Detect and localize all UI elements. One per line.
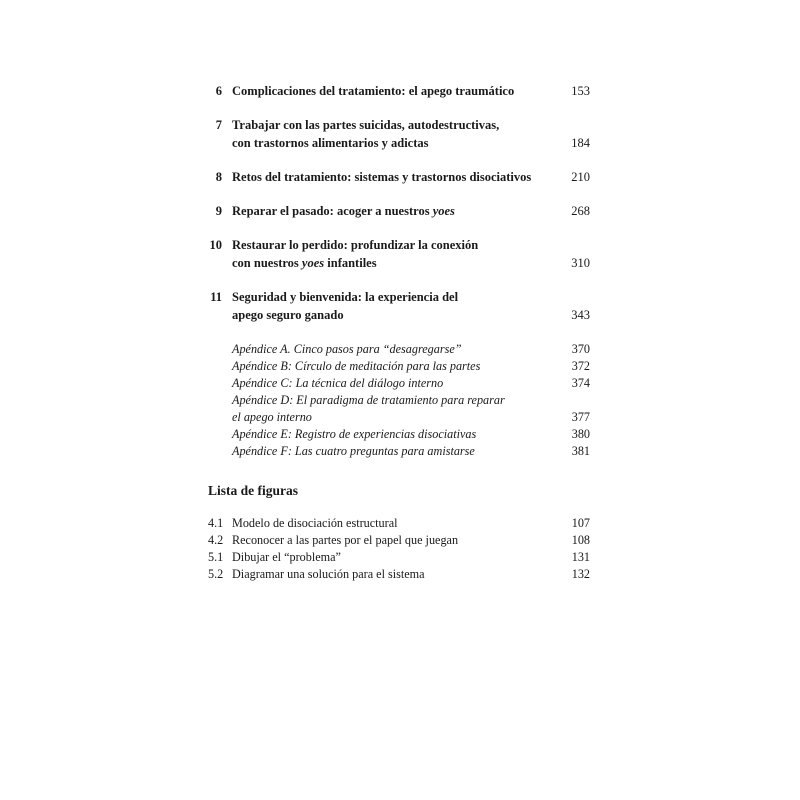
figure-title: Reconocer a las partes por el papel que juegan [232,533,459,547]
figure-title: Modelo de disociación estructural [232,516,398,530]
appendix-page: 372 [571,359,590,373]
chapter-number: 10 [209,238,222,252]
figure-page: 131 [571,550,590,564]
figure-number: 4.2 [208,533,224,547]
chapter-page: 268 [571,204,590,218]
title-emphasis: yoes [301,256,325,270]
toc-figure-4-2 [208,532,590,549]
toc-chapter-11 [208,288,590,324]
appendix-title: Apéndice B: Círculo de meditación para las partes [232,359,481,373]
chapter-number: 8 [215,170,222,184]
chapter-title [232,116,542,152]
appendix-page: 377 [571,410,590,424]
figure-number: 4.1 [208,516,224,530]
chapter-page: 310 [571,256,590,270]
chapter-page: 343 [571,308,590,322]
toc-appendix-e [232,426,590,443]
toc-chapter-6 [208,82,590,100]
appendix-title: Apéndice D: El paradigma de tratamiento para reparar [232,393,505,407]
chapter-title [232,236,542,272]
figure-number: 5.1 [208,550,224,564]
toc-chapter-8 [208,168,590,186]
toc-appendix-c [232,375,590,392]
chapter-title-line: Restaurar lo perdido: profundizar la conexión [232,238,479,252]
chapter-number: 11 [210,290,222,304]
figure-page: 108 [571,533,590,547]
chapter-title-line [232,202,542,220]
chapter-page: 210 [571,170,590,184]
toc-chapter-10 [208,236,590,272]
appendix-title: el apego interno [232,410,312,424]
toc-appendix-a [232,341,590,358]
toc-figure-5-2 [208,566,590,583]
appendix-page: 374 [571,376,590,390]
appendix-title: Apéndice C: La técnica del diálogo interno [232,376,444,390]
appendix-page: 381 [571,444,590,458]
figure-list [208,515,590,583]
chapter-number: 6 [215,84,222,98]
chapter-title-line: apego seguro ganado [232,308,344,322]
title-text: infantiles [324,256,377,270]
appendix-list [232,341,590,460]
chapter-title-line: Retos del tratamiento: sistemas y trastornos disociativos [232,170,532,184]
chapter-title-line [232,254,542,272]
chapter-title-line: Complicaciones del tratamiento: el apego traumático [232,84,515,98]
figure-title: Dibujar el “problema” [232,550,341,564]
toc-chapter-9 [208,202,590,220]
chapter-title [232,288,542,324]
toc-appendix-b [232,358,590,375]
chapter-title-line: Seguridad y bienvenida: la experiencia del [232,290,459,304]
figure-page: 132 [571,567,590,581]
figure-title: Diagramar una solución para el sistema [232,567,425,581]
appendix-title: Apéndice A. Cinco pasos para “desagregarse” [232,342,462,356]
chapter-title [232,82,542,100]
chapter-title [232,168,542,186]
chapter-page: 153 [571,84,590,98]
figure-number: 5.2 [208,567,224,581]
toc-appendix-f [232,443,590,460]
toc-figure-4-1 [208,515,590,532]
title-emphasis: yoes [432,204,455,218]
toc-figure-5-1 [208,549,590,566]
title-text: Reparar el pasado: acoger a nuestros [232,204,433,218]
toc-appendix-d [232,392,590,426]
appendix-title: Apéndice F: Las cuatro preguntas para amistarse [232,444,475,458]
chapter-title-line: Trabajar con las partes suicidas, autodestructivas, [232,118,500,132]
appendix-page: 380 [571,427,590,441]
figures-heading: Lista de figuras [208,483,299,498]
appendix-title: Apéndice E: Registro de experiencias disociativas [232,427,477,441]
chapter-page: 184 [571,136,590,150]
toc-chapter-7 [208,116,590,152]
chapter-number: 9 [215,204,222,218]
chapter-title [232,202,542,220]
chapter-number: 7 [215,118,222,132]
table-of-contents [208,80,590,583]
chapter-title-line: con trastornos alimentarios y adictas [232,136,429,150]
title-text: con nuestros [232,256,302,270]
figure-page: 107 [571,516,590,530]
appendix-page: 370 [571,342,590,356]
